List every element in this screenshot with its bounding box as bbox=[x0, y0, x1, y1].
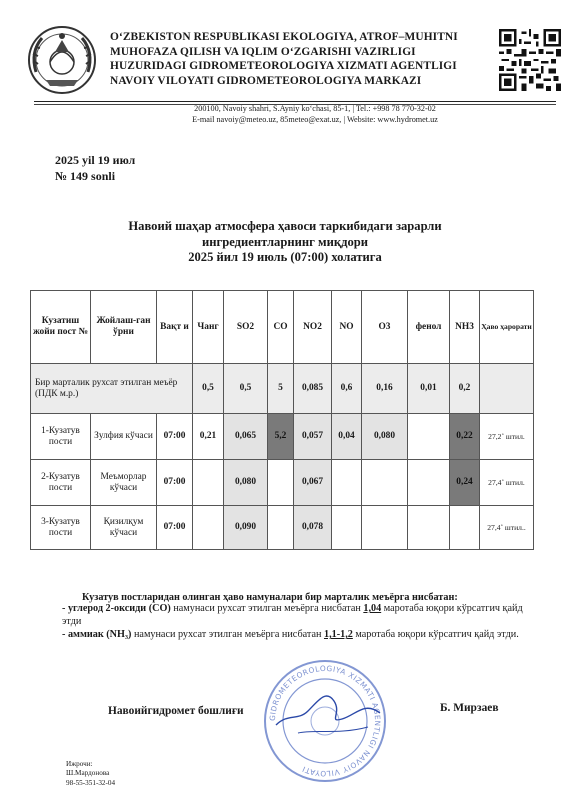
notes-heading: Кузатув постларидан олинган ҳаво намуналари бир марталик меъёрга нисбатан: bbox=[82, 592, 458, 603]
row-value bbox=[362, 506, 408, 550]
row-value: 0,080 bbox=[362, 414, 408, 460]
row-value bbox=[193, 460, 224, 506]
pdk-label: Бир марталик рухсат этилган меъёр (ПДК м.р.) bbox=[31, 364, 193, 414]
signatory-position: Навоийгидромет бошлиғи bbox=[108, 705, 244, 717]
pdk-temp-empty bbox=[480, 364, 534, 414]
row-value bbox=[408, 460, 450, 506]
executor-label: Ижрочи: bbox=[66, 760, 93, 768]
qr-code-icon bbox=[499, 29, 561, 91]
row-temp: 27,4˚ штил. bbox=[480, 460, 534, 506]
row-time: 07:00 bbox=[157, 506, 193, 550]
org-line-4: NAVOIY VILOYATI GIDROMETEOROLOGIYA MARKAZI bbox=[110, 74, 422, 87]
title-line-1: Навоий шаҳар атмосфера ҳавоси таркибидаги зарарли bbox=[128, 219, 442, 233]
header-divider bbox=[34, 101, 556, 102]
row-value: 0,065 bbox=[224, 414, 268, 460]
row-post: 2-Кузатув пости bbox=[31, 460, 91, 506]
row-place: Меъморлар кўчаси bbox=[91, 460, 157, 506]
header-temp: Ҳаво ҳарорати bbox=[480, 291, 534, 364]
title-line-2: ингредиентларнинг миқдори bbox=[201, 234, 369, 249]
note-co-tail: маротаба юқори кўрсатгич қайд этди bbox=[62, 603, 523, 627]
header-pollutant: NO bbox=[332, 291, 362, 364]
row-post: 1-Кузатув пости bbox=[31, 414, 91, 460]
note-nh3 bbox=[62, 629, 532, 642]
header-pollutant: NH3 bbox=[450, 291, 480, 364]
header-pollutant: фенол bbox=[408, 291, 450, 364]
signature-mark bbox=[268, 683, 390, 753]
pdk-value: 0,6 bbox=[332, 364, 362, 414]
header-post: Кузатиш жойи пост № bbox=[31, 291, 91, 364]
pdk-value: 0,01 bbox=[408, 364, 450, 414]
row-value: 0,078 bbox=[294, 506, 332, 550]
pollution-table bbox=[30, 290, 534, 550]
org-line-2: MUHOFAZA QILISH VA IQLIM O‘ZGARISHI VAZIRLIGI bbox=[110, 45, 416, 58]
pdk-value: 0,5 bbox=[224, 364, 268, 414]
row-place: Зулфия кўчаси bbox=[91, 414, 157, 460]
note-co bbox=[62, 603, 532, 628]
note-nh3-subject: - аммиак (NH₃) bbox=[62, 629, 132, 640]
contact-info bbox=[150, 104, 480, 125]
row-value bbox=[332, 460, 362, 506]
row-value bbox=[408, 414, 450, 460]
row-value bbox=[193, 506, 224, 550]
contact-address: 200100, Navoiy shahri, S.Ayniy ko‘chasi, 85-1, | Tel.: +998 78 770-32-02 bbox=[194, 104, 436, 113]
row-post: 3-Кузатув пости bbox=[31, 506, 91, 550]
row-time: 07:00 bbox=[157, 460, 193, 506]
document-date: 2025 yil 19 июл bbox=[55, 153, 136, 167]
note-nh3-value: 1,1-1,2 bbox=[323, 629, 353, 640]
header-pollutant: CO bbox=[268, 291, 294, 364]
title-line-3: 2025 йил 19 июль (07:00) холатига bbox=[188, 250, 382, 264]
state-emblem-icon bbox=[24, 22, 100, 98]
note-co-subject: - углерод 2-оксиди (СО) bbox=[62, 603, 171, 614]
table-header-row bbox=[31, 291, 534, 364]
table-row bbox=[31, 414, 534, 460]
row-value: 0,21 bbox=[193, 414, 224, 460]
pdk-value: 5 bbox=[268, 364, 294, 414]
header-place: Жойлаш-ган ўрни bbox=[91, 291, 157, 364]
note-co-value: 1,04 bbox=[363, 603, 382, 614]
organization-title bbox=[110, 30, 495, 88]
row-value: 5,2 bbox=[268, 414, 294, 460]
header-pollutant: O3 bbox=[362, 291, 408, 364]
row-value: 0,04 bbox=[332, 414, 362, 460]
row-value bbox=[268, 460, 294, 506]
pdk-value: 0,5 bbox=[193, 364, 224, 414]
org-line-1: O‘ZBEKISTON RESPUBLIKASI EKOLOGIYA, ATROF–MUHITNI bbox=[110, 31, 458, 43]
row-value: 0,080 bbox=[224, 460, 268, 506]
row-value bbox=[450, 506, 480, 550]
table-row bbox=[31, 506, 534, 550]
note-nh3-text: намунаси рухсат этилган меъёрга нисбатан bbox=[131, 629, 324, 640]
contact-email-web: E-mail navoiy@meteo.uz, 85meteo@exat.uz, | Website: www.hydromet.uz bbox=[192, 114, 438, 124]
note-co-text: намунаси рухсат этилган меъёрга нисбатан bbox=[170, 603, 364, 614]
header-pollutant: Чанг bbox=[193, 291, 224, 364]
row-place: Қизилқум кўчаси bbox=[91, 506, 157, 550]
document-title bbox=[100, 219, 470, 266]
row-value bbox=[408, 506, 450, 550]
table-row bbox=[31, 460, 534, 506]
row-time: 07:00 bbox=[157, 414, 193, 460]
svg-text:GIDROMETEOROLOGIYA XIZMATI AGE: GIDROMETEOROLOGIYA XIZMATI AGENTLIGI NAVOIY VILOYATI bbox=[267, 663, 383, 779]
row-value: 0,22 bbox=[450, 414, 480, 460]
header-pollutant: SO2 bbox=[224, 291, 268, 364]
org-line-3: HUZURIDAGI GIDROMETEOROLOGIYA XIZMATI AGENTLIGI bbox=[110, 60, 457, 72]
row-temp: 27,2˚ штил. bbox=[480, 414, 534, 460]
pdk-value: 0,085 bbox=[294, 364, 332, 414]
signatory-name: Б. Мирзаев bbox=[440, 702, 499, 714]
pdk-value: 0,2 bbox=[450, 364, 480, 414]
row-value: 0,24 bbox=[450, 460, 480, 506]
table-pdk-row bbox=[31, 364, 534, 414]
executor-info bbox=[66, 760, 115, 788]
row-temp: 27,4˚ штил.. bbox=[480, 506, 534, 550]
row-value: 0,057 bbox=[294, 414, 332, 460]
document-number: № 149 sonli bbox=[55, 169, 116, 183]
pdk-value: 0,16 bbox=[362, 364, 408, 414]
row-value bbox=[332, 506, 362, 550]
row-value bbox=[362, 460, 408, 506]
row-value: 0,090 bbox=[224, 506, 268, 550]
row-value bbox=[268, 506, 294, 550]
executor-name: Ш.Мардонова bbox=[66, 769, 110, 778]
header-pollutant: NO2 bbox=[294, 291, 332, 364]
row-value: 0,067 bbox=[294, 460, 332, 506]
note-nh3-tail: маротаба юқори кўрсатгич қайд этди. bbox=[352, 629, 519, 640]
header-time: Вақт и bbox=[157, 291, 193, 364]
executor-phone: 98-55-351-32-04 bbox=[66, 778, 116, 787]
